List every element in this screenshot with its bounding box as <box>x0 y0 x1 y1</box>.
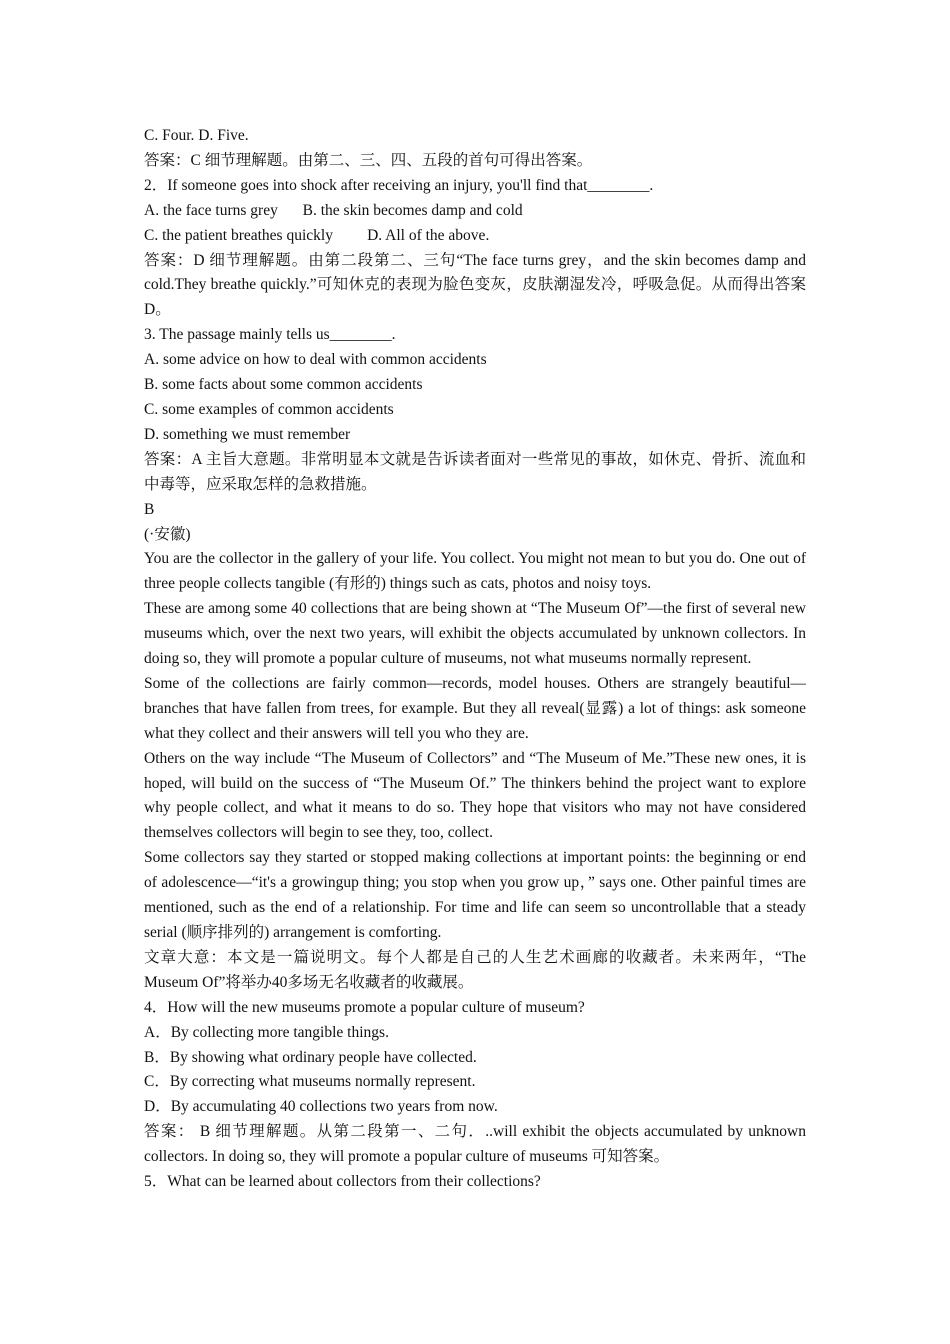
q3-option-c: C. some examples of common accidents <box>144 400 394 418</box>
q2-options-cd <box>144 224 806 249</box>
q3-option-b: B. some facts about some common accidents <box>144 376 423 394</box>
passage-paragraph-2: These are among some 40 collections that are being shown at “The Museum Of”—the first of several new museums which, over the next two years, will exhibit the objects accumulated by unknown collectors. In doing so, they will promote a popular culture of museums, not what museums normally represent. <box>144 600 806 668</box>
q3-option-a: A. some advice on how to deal with common accidents <box>144 351 487 369</box>
q2-answer: 答案：D 细节理解题。由第二段第二、三句“The face turns grey，and the skin becomes damp and cold.They breathe quickly.”可知休克的表现为脸色变灰，皮肤潮湿发冷，呼吸急促。从而得出答案D。 <box>144 251 806 319</box>
q2-option-d: D. All of the above. <box>367 226 490 244</box>
q4-option-c: C．By correcting what museums normally represent. <box>144 1073 476 1091</box>
passage-paragraph-5: Some collectors say they started or stopped making collections at important points: the beginning or end of adolescence—“it's a growingup thing; you stop when you grow up，” says one. Other painful times are mentioned, such as the end of a relationship. For time and life can seem so uncontrollable that a steady serial (顺序排列的) arrangement is comforting. <box>144 849 806 941</box>
passage-source: (·安徽) <box>144 525 191 543</box>
q2-option-a: A. the face turns grey <box>144 201 278 219</box>
q2-option-c: C. the patient breathes quickly <box>144 226 333 244</box>
q4-option-d: D．By accumulating 40 collections two years from now. <box>144 1098 498 1116</box>
section-heading-b: B <box>144 500 155 518</box>
q4-option-b: B．By showing what ordinary people have collected. <box>144 1048 477 1066</box>
q3-option-d: D. something we must remember <box>144 425 351 443</box>
passage-paragraph-1: You are the collector in the gallery of your life. You collect. You might not mean to but you do. One out of three people collects tangible (有形的) things such as cats, photos and noisy toys. <box>144 550 806 593</box>
q2-options-ab <box>144 199 806 224</box>
q1-answer: 答案：C 细节理解题。由第二、三、四、五段的首句可得出答案。 <box>144 151 593 169</box>
document-page <box>144 124 806 1195</box>
q3-stem: 3. The passage mainly tells us________. <box>144 326 396 344</box>
q4-answer: 答案： B 细节理解题。从第二段第一、二句．..will exhibit the objects accumulated by unknown collectors. In doing so, they will promote a popular culture of museums 可知答案。 <box>144 1123 806 1166</box>
passage-summary: 文章大意：本文是一篇说明文。每个人都是自己的人生艺术画廊的收藏者。未来两年，“The Museum Of”将举办40多场无名收藏者的收藏展。 <box>144 948 806 991</box>
q4-stem: 4．How will the new museums promote a popular culture of museum? <box>144 998 585 1016</box>
q3-answer: 答案：A 主旨大意题。非常明显本文就是告诉读者面对一些常见的事故，如休克、骨折、流血和中毒等，应采取怎样的急救措施。 <box>144 450 806 493</box>
q4-option-a: A．By collecting more tangible things. <box>144 1023 389 1041</box>
q1-options-cd: C. Four. D. Five. <box>144 127 249 144</box>
passage-paragraph-3: Some of the collections are fairly common—records, model houses. Others are strangely beautiful—branches that have fallen from trees, for example. But they all reveal(显露) a lot of things: ask someone what they collect and their answers will tell you who they are. <box>144 674 806 742</box>
passage-paragraph-4: Others on the way include “The Museum of Collectors” and “The Museum of Me.”These new ones, it is hoped, will build on the success of “The Museum Of.” The thinkers behind the project want to explore why people collect, and what it means to do so. They hope that visitors who may not have considered themselves collectors will begin to see they, too, collect. <box>144 749 806 842</box>
q2-stem: 2．If someone goes into shock after receiving an injury, you'll find that________. <box>144 176 654 194</box>
q2-option-b: B. the skin becomes damp and cold <box>302 201 523 219</box>
q5-stem: 5．What can be learned about collectors from their collections? <box>144 1173 541 1191</box>
